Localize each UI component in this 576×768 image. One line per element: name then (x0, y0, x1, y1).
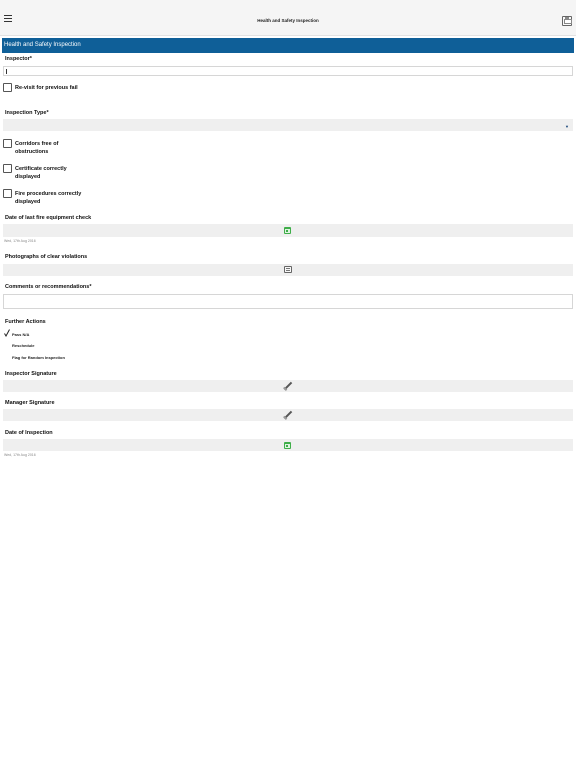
inspector-label: Inspector* (5, 56, 32, 62)
corridors-checkbox[interactable] (3, 139, 12, 148)
inspection-date-label: Date of Inspection (5, 430, 53, 436)
inspector-signature-field[interactable] (3, 380, 573, 392)
option-pass-na[interactable]: Pass N/A (12, 332, 30, 337)
photographs-label: Photographs of clear violations (5, 254, 88, 260)
inspection-type-label: Inspection Type* (5, 110, 49, 116)
revisit-label: Re-visit for previous fail (15, 85, 78, 91)
photo-icon[interactable] (284, 266, 292, 273)
inspection-date-hint: Wed, 17th Aug 2016 (4, 453, 36, 457)
checkmark-icon (4, 329, 10, 337)
option-flag-random-inspection[interactable]: Flag for Random Inspection (12, 355, 65, 360)
page-title: Health and Safety Inspection (257, 18, 319, 23)
calendar-icon[interactable] (284, 227, 291, 234)
calendar-icon[interactable] (284, 442, 291, 449)
revisit-checkbox[interactable] (3, 83, 12, 92)
last-fire-check-label: Date of last fire equipment check (5, 215, 92, 221)
last-fire-check-date-field[interactable] (3, 224, 573, 237)
option-reschedule[interactable]: Reschedule (12, 343, 35, 348)
inspector-signature-label: Inspector Signature (5, 371, 57, 377)
save-icon[interactable] (562, 16, 572, 26)
photographs-field[interactable] (3, 264, 573, 276)
corridors-label: Corridors free of obstructions (15, 141, 59, 155)
certificate-label: Certificate correctly displayed (15, 166, 67, 180)
last-fire-check-hint: Wed, 17th Aug 2016 (4, 239, 36, 243)
fire-procedures-label: Fire procedures correctly displayed (15, 191, 82, 205)
text-caret (6, 69, 7, 74)
manager-signature-field[interactable] (3, 409, 573, 421)
top-bar (0, 0, 576, 36)
pen-icon[interactable] (284, 411, 292, 419)
further-actions-label: Further Actions (5, 319, 46, 325)
chevron-down-icon: ▼ (565, 124, 569, 129)
comments-input[interactable] (3, 294, 573, 309)
section-header: Health and Safety Inspection (2, 38, 574, 53)
fire-procedures-checkbox[interactable] (3, 189, 12, 198)
certificate-checkbox[interactable] (3, 164, 12, 173)
inspection-type-select[interactable] (3, 119, 573, 131)
inspection-date-field[interactable] (3, 439, 573, 451)
manager-signature-label: Manager Signature (5, 400, 55, 406)
inspector-input[interactable] (3, 66, 573, 76)
comments-label: Comments or recommendations* (5, 284, 92, 290)
pen-icon[interactable] (284, 382, 292, 390)
